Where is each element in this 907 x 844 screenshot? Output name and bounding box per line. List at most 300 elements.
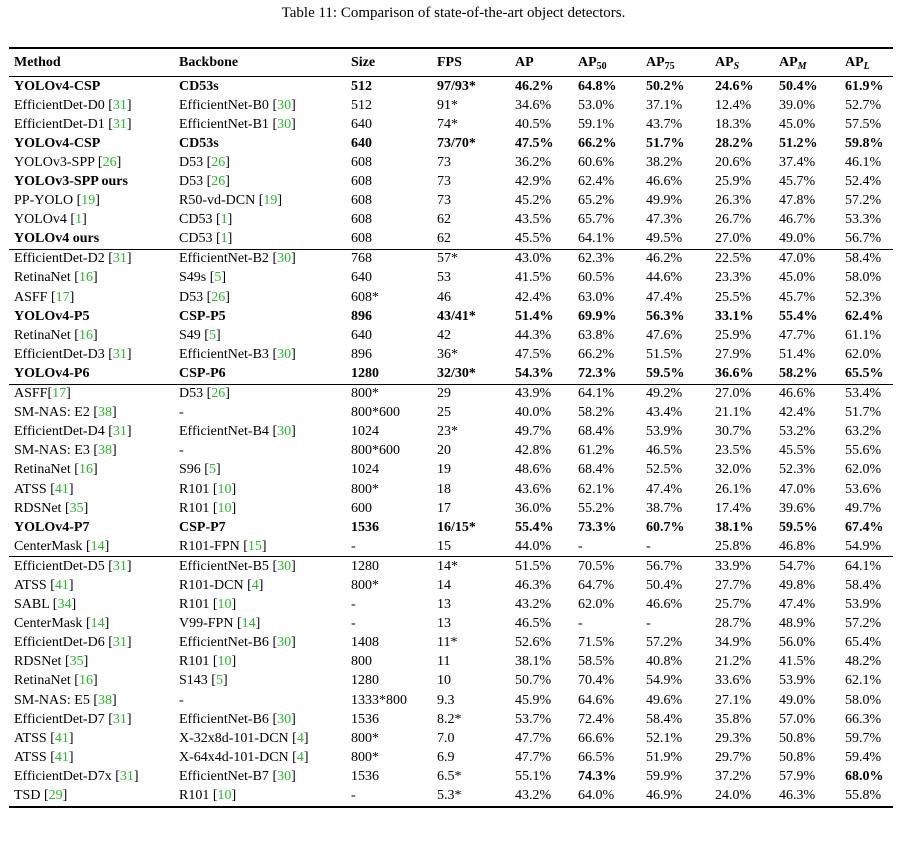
cell-apm-text: 48.9% <box>779 616 816 632</box>
table-row <box>9 192 893 211</box>
citation-link[interactable]: 30 <box>277 558 292 574</box>
cell-apl-text: 49.7% <box>845 500 882 516</box>
cell-apl-text: 61.9% <box>845 78 884 94</box>
cell-ap-text: 51.5% <box>515 558 552 574</box>
cell-backbone: R50-vd-DCN [19] <box>179 193 283 209</box>
cell-apl-text: 62.0% <box>845 346 882 362</box>
cell-size <box>346 729 432 748</box>
table-row <box>9 653 893 672</box>
cell-fps-text: 17 <box>437 500 451 516</box>
cell-aps-text: 25.8% <box>715 538 752 554</box>
cell-fps-text: 53 <box>437 270 451 286</box>
cell-apl <box>840 672 893 691</box>
cell-aps-text: 17.4% <box>715 500 752 516</box>
citation-link[interactable]: 26 <box>102 154 117 170</box>
cell-backbone-text: R101 <box>179 597 210 613</box>
citation-link[interactable]: 17 <box>55 289 70 305</box>
cell-ap50 <box>573 767 641 786</box>
cell-method-text: SM-NAS: E2 <box>14 405 90 421</box>
citation-link[interactable]: 29 <box>48 788 63 804</box>
cell-apl <box>840 596 893 615</box>
cell-ap75-text: 47.3% <box>646 212 683 228</box>
header-aps-sub: S <box>733 60 740 72</box>
cell-apm-text: 55.4% <box>779 308 818 324</box>
cell-apm <box>774 172 840 191</box>
cell-backbone: CD53 [1] <box>179 231 233 247</box>
cell-ap-text: 44.3% <box>515 327 552 343</box>
citation-link[interactable]: 31 <box>119 768 134 784</box>
citation-link[interactable]: 26 <box>211 154 226 170</box>
citation-link[interactable]: 4 <box>251 577 259 593</box>
cell-backbone-text: R101 <box>179 788 210 804</box>
cell-size-text: 512 <box>351 78 372 94</box>
cell-aps-text: 25.9% <box>715 327 752 343</box>
citation-link[interactable]: 1 <box>220 212 228 228</box>
cell-apl <box>840 786 893 806</box>
cell-ap <box>510 364 573 384</box>
cell-apl-text: 53.9% <box>845 597 882 613</box>
citation-link[interactable]: 41 <box>54 577 69 593</box>
cell-apl-text: 46.1% <box>845 154 882 170</box>
citation-link[interactable]: 31 <box>112 635 127 651</box>
citation-link[interactable]: 19 <box>263 193 278 209</box>
cell-aps-text: 32.0% <box>715 462 752 478</box>
cell-size-text: 640 <box>351 270 372 286</box>
cell-ap50 <box>573 710 641 729</box>
cell-aps <box>710 518 774 537</box>
cell-ap-text: 43.0% <box>515 251 552 267</box>
table-row <box>9 461 893 480</box>
citation-link[interactable]: 31 <box>112 424 127 440</box>
header-ap50 <box>573 48 641 77</box>
cell-aps-text: 29.3% <box>715 730 752 746</box>
table-row <box>9 691 893 710</box>
cell-size-text: 640 <box>351 327 372 343</box>
cell-fps <box>432 249 510 269</box>
cell-aps-text: 20.6% <box>715 154 752 170</box>
cell-apl <box>840 230 893 250</box>
citation-link[interactable]: 16 <box>78 270 93 286</box>
cell-apl <box>840 634 893 653</box>
cell-size-text: 896 <box>351 308 372 324</box>
citation-link[interactable]: 30 <box>277 116 292 132</box>
cell-ap <box>510 499 573 518</box>
cell-apm-text: 37.4% <box>779 154 816 170</box>
cell-ap75 <box>641 230 710 250</box>
cell-size-text: 608* <box>351 289 379 305</box>
cell-ap50-text: 70.4% <box>578 673 615 689</box>
cell-ap-text: 43.2% <box>515 597 552 613</box>
cell-ap50 <box>573 480 641 499</box>
cell-size-text: 800* <box>351 481 379 497</box>
cell-fps-text: 14* <box>437 558 458 574</box>
cell-aps-text: 27.0% <box>715 231 752 247</box>
citation-link[interactable]: 14 <box>241 616 256 632</box>
cell-fps-text: 32/30* <box>437 365 476 381</box>
cell-ap50 <box>573 134 641 153</box>
table-row <box>9 77 893 97</box>
cell-apm-text: 45.5% <box>779 443 816 459</box>
cell-aps <box>710 729 774 748</box>
citation-link[interactable]: 4 <box>296 749 304 765</box>
citation-link[interactable]: 31 <box>112 711 127 727</box>
citation-link[interactable]: 10 <box>217 788 232 804</box>
cell-backbone: X-32x8d-101-DCN [4] <box>179 730 309 746</box>
citation-link[interactable]: 19 <box>81 193 96 209</box>
header-apl-base: AP <box>845 54 864 70</box>
cell-ap <box>510 77 573 97</box>
citation-link[interactable]: 16 <box>78 327 93 343</box>
cell-aps-text: 29.7% <box>715 749 752 765</box>
cell-apm-text: 53.2% <box>779 424 816 440</box>
cell-method-text: RetinaNet <box>14 673 71 689</box>
cell-aps <box>710 249 774 269</box>
cell-backbone-text: EfficientNet-B2 <box>179 251 269 267</box>
cell-ap-text: 36.0% <box>515 500 552 516</box>
cell-apl-text: 52.4% <box>845 174 882 190</box>
cell-ap50 <box>573 288 641 307</box>
cell-apm <box>774 499 840 518</box>
cell-size <box>346 576 432 595</box>
cell-apm <box>774 442 840 461</box>
cell-ap50-text: 72.3% <box>578 365 617 381</box>
cell-ap-text: 42.9% <box>515 174 552 190</box>
cell-ap-text: 43.5% <box>515 212 552 228</box>
cell-backbone-text: X-32x8d-101-DCN <box>179 730 289 746</box>
cell-ap50 <box>573 345 641 364</box>
cell-fps-text: 73 <box>437 154 451 170</box>
cell-ap <box>510 249 573 269</box>
citation-link[interactable]: 34 <box>57 597 72 613</box>
cell-method-text: RetinaNet <box>14 327 71 343</box>
cell-ap50-text: 58.5% <box>578 654 615 670</box>
cell-aps <box>710 364 774 384</box>
citation-link[interactable]: 30 <box>277 97 292 113</box>
citation-link[interactable]: 30 <box>277 251 292 267</box>
cell-method <box>9 77 174 97</box>
cell-size-text: 608 <box>351 154 372 170</box>
cell-ap75-text: 50.4% <box>646 577 683 593</box>
citation-link[interactable]: 10 <box>217 481 232 497</box>
citation-link[interactable]: 5 <box>208 462 216 478</box>
citation-link[interactable]: 31 <box>112 251 127 267</box>
cell-aps <box>710 134 774 153</box>
citation-link[interactable]: 5 <box>208 327 216 343</box>
cell-backbone <box>174 134 346 153</box>
cell-apl-text: 67.4% <box>845 519 884 535</box>
cell-apl <box>840 269 893 288</box>
cell-ap75 <box>641 442 710 461</box>
cell-ap50-text: 60.6% <box>578 154 615 170</box>
cell-ap-text: 55.4% <box>515 519 554 535</box>
citation-link[interactable]: 26 <box>211 174 226 190</box>
cell-backbone-text: R101-DCN <box>179 577 244 593</box>
cell-ap75-text: 52.1% <box>646 730 683 746</box>
cell-method: RDSNet [35] <box>14 500 89 516</box>
cell-ap75-text: 49.5% <box>646 231 683 247</box>
cell-apm-text: 47.0% <box>779 481 816 497</box>
cell-apm-text: 59.5% <box>779 519 818 535</box>
cell-method: ATSS [41] <box>14 730 74 746</box>
cell-ap50-text: 62.4% <box>578 174 615 190</box>
cell-apm-text: 41.5% <box>779 654 816 670</box>
cell-ap50-text: 65.2% <box>578 193 615 209</box>
citation-link[interactable]: 38 <box>98 405 113 421</box>
citation-link[interactable]: 30 <box>277 424 292 440</box>
cell-apm <box>774 691 840 710</box>
cell-backbone: R101 [10] <box>179 481 237 497</box>
citation-link[interactable]: 14 <box>90 538 105 554</box>
cell-apl <box>840 115 893 134</box>
citation-link[interactable]: 31 <box>112 558 127 574</box>
cell-apl <box>840 461 893 480</box>
citation-link[interactable]: 10 <box>217 654 232 670</box>
citation-link[interactable]: 31 <box>112 116 127 132</box>
cell-apl <box>840 172 893 191</box>
citation-link[interactable]: 16 <box>78 673 93 689</box>
citation-link[interactable]: 1 <box>220 231 228 247</box>
cell-backbone: R101-DCN [4] <box>179 577 264 593</box>
cell-apm <box>774 710 840 729</box>
cell-method-text: SABL <box>14 597 50 613</box>
citation-link[interactable]: 26 <box>211 289 226 305</box>
citation-link[interactable]: 15 <box>247 538 262 554</box>
table-row <box>9 557 893 577</box>
citation-link[interactable]: 35 <box>69 500 84 516</box>
cell-size-text: 1333*800 <box>351 692 407 708</box>
cell-size-text: 1280 <box>351 673 379 689</box>
cell-fps <box>432 404 510 423</box>
cell-method: SM-NAS: E2 [38] <box>14 405 117 421</box>
cell-size <box>346 77 432 97</box>
cell-ap75-text: 49.9% <box>646 193 683 209</box>
citation-link[interactable]: 17 <box>52 386 67 402</box>
cell-apl-text: 53.3% <box>845 212 882 228</box>
cell-size-text: 800 <box>351 654 372 670</box>
cell-fps-text: 5.3* <box>437 788 462 804</box>
citation-link[interactable]: 4 <box>296 730 304 746</box>
cell-apl-text: 57.2% <box>845 193 882 209</box>
cell-size <box>346 404 432 423</box>
cell-fps <box>432 634 510 653</box>
cell-apm <box>774 230 840 250</box>
cell-ap75-text: 52.5% <box>646 462 683 478</box>
cell-ap50-text: 65.7% <box>578 212 615 228</box>
citation-link[interactable]: 10 <box>217 597 232 613</box>
cell-backbone-text: EfficientNet-B7 <box>179 768 269 784</box>
cell-ap50 <box>573 634 641 653</box>
cell-ap50-text: 66.5% <box>578 749 615 765</box>
cell-ap <box>510 345 573 364</box>
cell-ap50-text: 64.1% <box>578 231 615 247</box>
cell-apl <box>840 480 893 499</box>
citation-link[interactable]: 26 <box>211 386 226 402</box>
cell-backbone-text: EfficientNet-B4 <box>179 424 269 440</box>
header-apl-sub: L <box>863 60 870 72</box>
citation-link[interactable]: 41 <box>54 730 69 746</box>
citation-link[interactable]: 38 <box>98 692 113 708</box>
cell-method-text: ASFF <box>14 386 48 402</box>
cell-apm <box>774 326 840 345</box>
table-row <box>9 249 893 269</box>
cell-backbone: EfficientNet-B7 [30] <box>179 768 296 784</box>
table-row <box>9 442 893 461</box>
cell-apm <box>774 153 840 172</box>
cell-apl-text: 58.4% <box>845 577 882 593</box>
citation-link[interactable]: 1 <box>75 212 83 228</box>
cell-apm <box>774 345 840 364</box>
cell-ap75 <box>641 691 710 710</box>
cell-fps <box>432 653 510 672</box>
table-caption: Table 11: Comparison of state-of-the-art object detectors. <box>281 5 626 21</box>
cell-method <box>9 230 174 250</box>
citation-link[interactable]: 31 <box>112 346 127 362</box>
cell-method <box>9 134 174 153</box>
cell-method: EfficientDet-D5 [31] <box>9 557 174 577</box>
citation-link[interactable]: 30 <box>277 635 292 651</box>
table-row <box>9 767 893 786</box>
cell-aps-text: 38.1% <box>715 519 754 535</box>
cell-size <box>346 499 432 518</box>
cell-size-text: - <box>351 538 356 554</box>
cell-backbone-text: S143 <box>179 673 208 689</box>
cell-backbone-text: D53 <box>179 174 204 190</box>
cell-fps-text: 7.0 <box>437 730 455 746</box>
cell-size <box>346 211 432 230</box>
citation-link[interactable]: 5 <box>215 673 223 689</box>
cell-size <box>346 634 432 653</box>
cell-ap75-text: - <box>646 538 651 554</box>
citation-link[interactable]: 35 <box>69 654 84 670</box>
cell-fps <box>432 326 510 345</box>
citation-link[interactable]: 41 <box>54 749 69 765</box>
cell-apm-text: 45.0% <box>779 270 816 286</box>
cell-backbone-text: R101 <box>179 500 210 516</box>
cell-ap75-text: 49.2% <box>646 386 683 402</box>
cell-apl-text: 53.4% <box>845 386 882 402</box>
cell-ap75-text: 59.9% <box>646 768 683 784</box>
table-row <box>9 423 893 442</box>
cell-fps-text: 13 <box>437 616 451 632</box>
citation-link[interactable]: 30 <box>277 711 292 727</box>
table-row <box>9 729 893 748</box>
cell-fps <box>432 786 510 806</box>
citation-link[interactable]: 31 <box>112 97 127 113</box>
cell-fps-text: 62 <box>437 231 451 247</box>
cell-size-text: 640 <box>351 116 372 132</box>
cell-method: YOLOv4 [1] <box>14 212 87 228</box>
cell-fps <box>432 518 510 537</box>
cell-backbone: EfficientNet-B1 [30] <box>179 116 296 132</box>
citation-link[interactable]: 38 <box>98 443 113 459</box>
cell-backbone-text: EfficientNet-B6 <box>179 635 269 651</box>
cell-ap <box>510 518 573 537</box>
cell-apl <box>840 404 893 423</box>
cell-backbone: D53 [26] <box>174 384 346 404</box>
cell-ap <box>510 423 573 442</box>
cell-aps <box>710 767 774 786</box>
cell-ap75 <box>641 211 710 230</box>
citation-link[interactable]: 30 <box>277 346 292 362</box>
cell-apl <box>840 326 893 345</box>
citation-link[interactable]: 16 <box>78 462 93 478</box>
cell-backbone-text: D53 <box>179 289 204 305</box>
cell-aps <box>710 288 774 307</box>
cell-backbone-text: - <box>179 692 184 708</box>
cell-apm <box>774 634 840 653</box>
cell-ap75-text: 46.9% <box>646 788 683 804</box>
cell-ap-text: 43.6% <box>515 481 552 497</box>
cell-apl-text: 54.9% <box>845 538 882 554</box>
cell-apm-text: 46.6% <box>779 386 816 402</box>
cell-backbone: D53 [26] <box>179 174 230 190</box>
cell-ap75 <box>641 423 710 442</box>
cell-ap75 <box>641 634 710 653</box>
cell-aps-text: 37.2% <box>715 768 752 784</box>
cell-ap <box>510 729 573 748</box>
cell-apl <box>840 748 893 767</box>
cell-fps <box>432 230 510 250</box>
cell-apm-text: 54.7% <box>779 558 816 574</box>
cell-aps <box>710 537 774 557</box>
citation-link[interactable]: 14 <box>90 616 105 632</box>
cell-aps <box>710 442 774 461</box>
citation-link[interactable]: 41 <box>54 481 69 497</box>
cell-aps-text: 35.8% <box>715 711 752 727</box>
cell-ap75-text: 51.9% <box>646 749 683 765</box>
cell-ap75-text: 50.2% <box>646 78 685 94</box>
cell-aps-text: 25.9% <box>715 174 752 190</box>
cell-ap50 <box>573 786 641 806</box>
cell-ap75 <box>641 461 710 480</box>
cell-method <box>9 364 174 384</box>
citation-link[interactable]: 5 <box>214 270 222 286</box>
cell-aps-text: 33.1% <box>715 308 754 324</box>
cell-apl-text: 62.0% <box>845 462 882 478</box>
cell-size <box>346 134 432 153</box>
citation-link[interactable]: 10 <box>217 500 232 516</box>
cell-size-text: - <box>351 597 356 613</box>
cell-ap75-text: 53.9% <box>646 424 683 440</box>
cell-aps <box>710 153 774 172</box>
cell-ap-text: 45.2% <box>515 193 552 209</box>
cell-apm <box>774 653 840 672</box>
cell-backbone <box>174 404 346 423</box>
cell-backbone-text: CD53s <box>179 135 219 151</box>
cell-aps-text: 27.7% <box>715 577 752 593</box>
cell-backbone-text: - <box>179 443 184 459</box>
cell-ap50 <box>573 153 641 172</box>
cell-ap-text: 43.9% <box>515 386 552 402</box>
cell-aps-text: 33.9% <box>715 558 752 574</box>
cell-fps-text: 15 <box>437 538 451 554</box>
cell-ap75 <box>641 326 710 345</box>
cell-apl-text: 51.7% <box>845 405 882 421</box>
cell-method-text: YOLOv3-SPP <box>14 154 95 170</box>
cell-fps <box>432 442 510 461</box>
cell-size <box>346 364 432 384</box>
cell-aps-text: 18.3% <box>715 116 752 132</box>
citation-link[interactable]: 30 <box>277 768 292 784</box>
cell-size-text: 896 <box>351 346 372 362</box>
cell-fps <box>432 364 510 384</box>
cell-apm <box>774 748 840 767</box>
cell-apl-text: 55.8% <box>845 788 882 804</box>
cell-ap-text: 46.5% <box>515 616 552 632</box>
table-row <box>9 153 893 172</box>
cell-size-text: 608 <box>351 193 372 209</box>
cell-ap <box>510 576 573 595</box>
